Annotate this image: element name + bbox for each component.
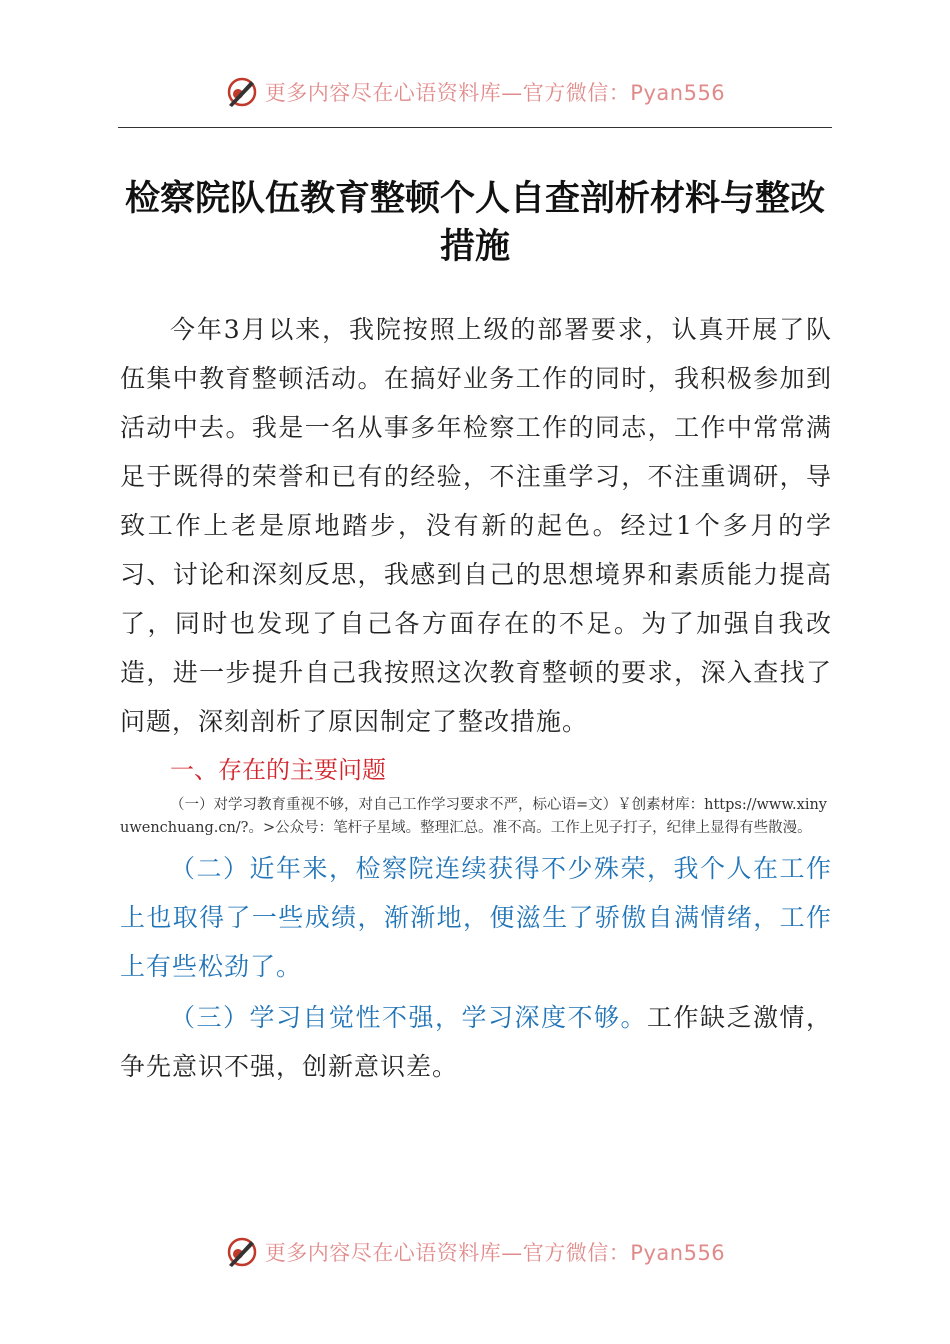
header-banner <box>0 72 950 112</box>
item-2-paragraph: （二）近年来，检察院连续获得不少殊荣，我个人在工作上也取得了一些成绩，渐渐地，便滋生了骄傲自满情绪，工作上有些松劲了。 <box>120 854 832 981</box>
banner-text: 更多内容尽在心语资料库—官方微信：Pyan556 <box>264 1241 726 1265</box>
footer-banner <box>0 1232 950 1272</box>
banner-text: 更多内容尽在心语资料库—官方微信：Pyan556 <box>264 81 726 105</box>
header-divider <box>118 127 832 128</box>
item-3-paragraph <box>120 993 832 1091</box>
section-heading: 一、存在的主要问题 <box>170 756 386 784</box>
intro-paragraph: 今年3月以来，我院按照上级的部署要求，认真开展了队伍集中教育整顿活动。在搞好业务工作的同时，我积极参加到活动中去。我是一名从事多年检察工作的同志，工作中常常满足于既得的荣誉和已有的经验，不注重学习，不注重调研，导致工作上老是原地踏步，没有新的起色。经过1个多月的学习、讨论和深刻反思，我感到自己的思想境界和素质能力提高了，同时也发现了自己各方面存在的不足。为了加强自我改造，进一步提升自己我按照这次教育整顿的要求，深入查找了问题，深刻剖析了原因制定了整改措施。 <box>120 315 832 736</box>
item-1-paragraph: （一）对学习教育重视不够，对自己工作学习要求不严，标心语=文）￥创素材库：https://www.xinyuwenchuang.cn/?。>公众号：笔杆子星域。整理汇总。准不高。工作上见子打子，纪律上显得有些散漫。 <box>120 797 827 836</box>
item-3-rest: 工作缺乏激情，争先意识不强，创新意识差。 <box>120 1003 832 1081</box>
item-3-lead: （三）学习自觉性不强，学习深度不够。 <box>170 1003 647 1032</box>
document-body <box>120 305 832 1091</box>
pen-logo-icon <box>225 1235 259 1269</box>
pen-logo-icon <box>225 75 259 109</box>
document-title: 检察院队伍教育整顿个人自查剖析材料与整改措施 <box>124 179 825 267</box>
